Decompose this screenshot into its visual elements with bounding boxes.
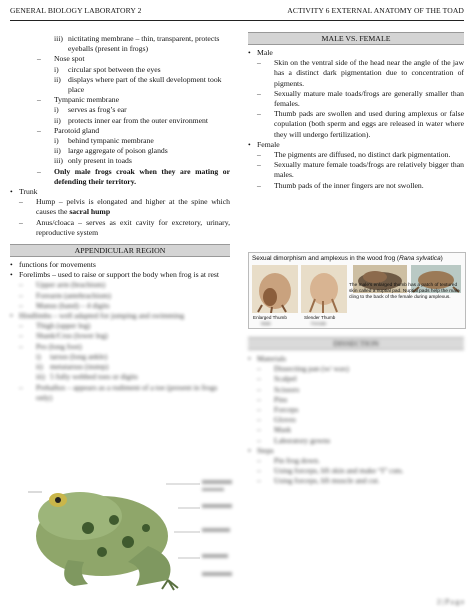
head-item (10, 116, 230, 126)
list-marker: – (257, 88, 261, 98)
list-marker: i) (36, 351, 41, 361)
list-marker: i) (54, 105, 59, 115)
list-text: Gloves (274, 415, 296, 425)
head-item (10, 75, 230, 95)
list-marker: – (257, 415, 261, 425)
list-marker: – (257, 150, 261, 160)
list-text: nictitating membrane – thin, transparent, protects eyeballs (present in frogs) (68, 34, 220, 54)
male-item (248, 89, 464, 109)
dissection-item (248, 466, 464, 476)
bullet-marker: • (248, 139, 251, 149)
label-text: Trunk (19, 187, 38, 197)
bullet-marker: • (10, 187, 13, 197)
list-marker: – (19, 217, 23, 227)
list-marker: iii) (54, 156, 63, 166)
list-marker: – (257, 476, 261, 486)
list-text: Forelimbs – used to raise or support the body when frog is at rest (19, 270, 220, 280)
list-text: 5 fully webbed toes or digits (50, 372, 138, 382)
list-text: Using forceps, lift skin and make “I” cuts. (274, 466, 404, 476)
dissection-item (248, 456, 464, 466)
label-text: Male (257, 48, 273, 57)
male-item (248, 58, 464, 89)
list-text: Scalpel (274, 374, 297, 384)
list-marker: • (10, 270, 13, 280)
list-text: Dissecting pan (w/ wax) (274, 364, 349, 374)
head-list (10, 34, 230, 187)
list-text: The pigments are diffused, no distinct dark pigmentation. (274, 150, 451, 160)
head-item (10, 156, 230, 166)
head-item (10, 136, 230, 146)
head-item (10, 34, 230, 54)
list-text: Sexually mature male toads/frogs are generally smaller than females. (274, 88, 464, 109)
list-marker: – (19, 197, 23, 207)
list-text: Materials (257, 354, 287, 363)
dissection-item (248, 436, 464, 446)
list-marker: – (257, 384, 261, 394)
head-item (10, 95, 230, 105)
limbs-list-blurred (10, 280, 230, 402)
list-text: large aggregate of poison glands (68, 146, 168, 156)
list-marker: – (37, 54, 41, 64)
appendicular-item (10, 270, 230, 280)
list-marker: • (10, 260, 13, 270)
limb-item (10, 383, 230, 403)
list-text: Only male frogs croak when they are mating or defending their territory. (54, 166, 230, 186)
head-item (10, 126, 230, 136)
section-label (248, 140, 464, 150)
page-header (10, 6, 464, 18)
list-marker: • (248, 354, 251, 363)
right-column (248, 32, 464, 191)
female-section (248, 140, 464, 191)
slender-thumb-photo (301, 265, 347, 313)
list-text: Skin on the ventral side of the head near the angle of the jaw has a distinct dark pigmentation due to concentration of pigments. (274, 58, 464, 88)
left-column (10, 34, 230, 403)
label-text: Female (257, 139, 280, 149)
dissection-item (248, 364, 464, 374)
text-bold: sacral hump (69, 207, 111, 217)
male-item (248, 109, 464, 140)
list-marker: – (19, 382, 23, 392)
list-marker: – (19, 321, 23, 331)
list-marker: iii) (54, 34, 63, 43)
list-marker: ii) (54, 74, 61, 84)
list-marker: – (257, 435, 261, 445)
list-text: Thumb pads of the inner fingers are not swollen. (274, 180, 424, 190)
appendicular-list (10, 260, 230, 280)
list-text: Using forceps, lift muscle and cut. (274, 476, 380, 486)
list-marker: – (19, 300, 23, 310)
list-marker: ii) (36, 362, 43, 372)
list-marker: – (257, 109, 261, 119)
header-course: GENERAL BIOLOGY LABORATORY 2 (10, 6, 142, 15)
list-marker: – (257, 58, 261, 68)
list-marker: – (19, 290, 23, 300)
list-text: Steps (257, 445, 274, 455)
list-text: Anus/cloaca – serves as exit cavity for excretory, urinary, reproductive system (36, 217, 230, 237)
trunk-item (10, 218, 230, 238)
header-activity: ACTIVITY 6 EXTERNAL ANATOMY OF THE TOAD (287, 6, 464, 15)
list-marker: i) (54, 64, 59, 74)
dissection-item (248, 446, 464, 456)
appendicular-item (10, 260, 230, 270)
list-text: metatarsus (instep) (50, 362, 109, 372)
list-text: Pes (long foot) (36, 341, 82, 351)
limb-item (10, 342, 230, 352)
list-marker: • (248, 445, 251, 455)
limb-item (10, 362, 230, 372)
list-text: tarsus (long ankle) (50, 351, 108, 361)
female-item (248, 150, 464, 160)
list-text: displays where part of the skull development took place (68, 74, 222, 95)
list-text: Forearm (antebrachium) (36, 290, 111, 300)
appendicular-heading: APPENDICULAR REGION (10, 244, 230, 257)
text-plain: Hump – pelvis is elongated and higher at the spine which causes the (36, 197, 230, 217)
label-enlarged-thumb: Enlarged Thumb (253, 315, 287, 320)
list-text: Shank/Crus (lower leg) (36, 331, 108, 341)
list-marker: – (257, 160, 261, 170)
female-item (248, 181, 464, 191)
dissection-item (248, 374, 464, 384)
list-marker: – (257, 374, 261, 384)
head-item (10, 105, 230, 115)
female-item (248, 160, 464, 180)
list-text: Hindlimbs – well adapted for jumping and swimming (19, 311, 185, 321)
dimorphism-figure (248, 252, 466, 329)
list-text: Manus (hand) – 4 digits (36, 300, 110, 310)
dissection-item (248, 405, 464, 415)
toad-illustration (28, 462, 238, 594)
list-marker: – (19, 331, 23, 341)
list-marker: ii) (54, 115, 61, 125)
list-marker: • (10, 311, 13, 321)
list-marker: – (257, 364, 261, 374)
figure-caption: The male's enlarged thumb has a patch of textured skin called a nuptial pad. Nuptial pads help the male cling to the back of the female during amplexus. (349, 283, 460, 300)
figure-title: Sexual dimorphism and amplexus in the wood frog (Rana sylvatica) (252, 255, 443, 262)
limb-item (10, 331, 230, 341)
enlarged-thumb-photo (252, 265, 298, 313)
dissection-item (248, 395, 464, 405)
list-text: serves as frog’s ear (68, 105, 127, 115)
trunk-item (10, 197, 230, 217)
list-marker: ii) (54, 146, 61, 156)
male-female-heading: MALE VS. FEMALE (248, 32, 464, 45)
label-male: Male (261, 321, 271, 326)
dissection-item (248, 385, 464, 395)
list-text: protects inner ear from the outer environment (68, 115, 209, 125)
section-label (10, 187, 230, 197)
label-slender-thumb: Slender Thumb (304, 315, 336, 320)
list-text: functions for movements (19, 260, 96, 270)
male-section (248, 48, 464, 140)
trunk-section (10, 187, 230, 238)
frog-hand-male-image (252, 265, 298, 313)
dissection-list (248, 354, 464, 487)
list-marker: – (257, 394, 261, 404)
list-text: Parotoid gland (54, 125, 100, 135)
limb-item (10, 372, 230, 382)
list-marker: i) (54, 136, 59, 146)
list-text: only present in toads (68, 156, 132, 166)
limb-item (10, 291, 230, 301)
list-text: Tympanic membrane (54, 95, 119, 105)
list-marker: – (37, 125, 41, 135)
dissection-item (248, 354, 464, 364)
list-text: Sexually mature female toads/frogs are relatively bigger than males. (274, 160, 464, 180)
list-marker: – (257, 405, 261, 415)
list-marker: – (257, 466, 261, 476)
head-item (10, 54, 230, 64)
header-divider (10, 20, 464, 21)
list-text: behind tympanic membrane (68, 136, 154, 146)
dissection-item (248, 425, 464, 435)
list-marker: – (19, 341, 23, 351)
list-text: Scissors (274, 384, 300, 394)
head-item (10, 146, 230, 156)
head-item (10, 65, 230, 75)
list-marker: – (257, 456, 261, 466)
dissection-section-blurred (248, 337, 464, 487)
list-marker: iii) (36, 372, 45, 382)
dissection-item (248, 415, 464, 425)
list-text: Thigh (upper leg) (36, 321, 91, 331)
list-text: Prehallux – appears as a rudiment of a toe (present in frogs only) (36, 382, 218, 402)
list-text: Forceps (274, 405, 299, 415)
dissection-item (248, 476, 464, 486)
list-text: Mask (274, 425, 292, 435)
dissection-heading: DISSECTION (248, 337, 464, 350)
list-marker: – (257, 425, 261, 435)
limb-item (10, 321, 230, 331)
list-marker: – (37, 166, 41, 176)
label-female: Female (311, 321, 327, 326)
list-text (10, 197, 230, 217)
list-marker: – (257, 180, 261, 190)
limb-item (10, 301, 230, 311)
bullet-marker: • (248, 48, 251, 57)
list-marker: – (19, 280, 23, 290)
frog-hand-female-image (301, 265, 347, 313)
list-text: circular spot between the eyes (68, 64, 161, 74)
list-text: Laboratory gowns (274, 435, 331, 445)
limb-item (10, 280, 230, 290)
limb-item (10, 311, 230, 321)
section-label (248, 48, 464, 58)
list-text: Thumb pads are swollen and used during amplexus or false copulation (both sperm and eggs are released in water where they will undergo fertilization). (274, 109, 464, 139)
list-text: Upper arm (brachium) (36, 280, 106, 290)
head-item (10, 167, 230, 187)
list-text: Pins (274, 394, 288, 404)
toad-diagram (28, 462, 238, 594)
list-text: Pin frog down. (274, 456, 320, 466)
limb-item (10, 352, 230, 362)
list-text: Nose spot (54, 54, 85, 64)
list-marker: – (37, 95, 41, 105)
page-number: 2 | P a g e (437, 598, 464, 606)
